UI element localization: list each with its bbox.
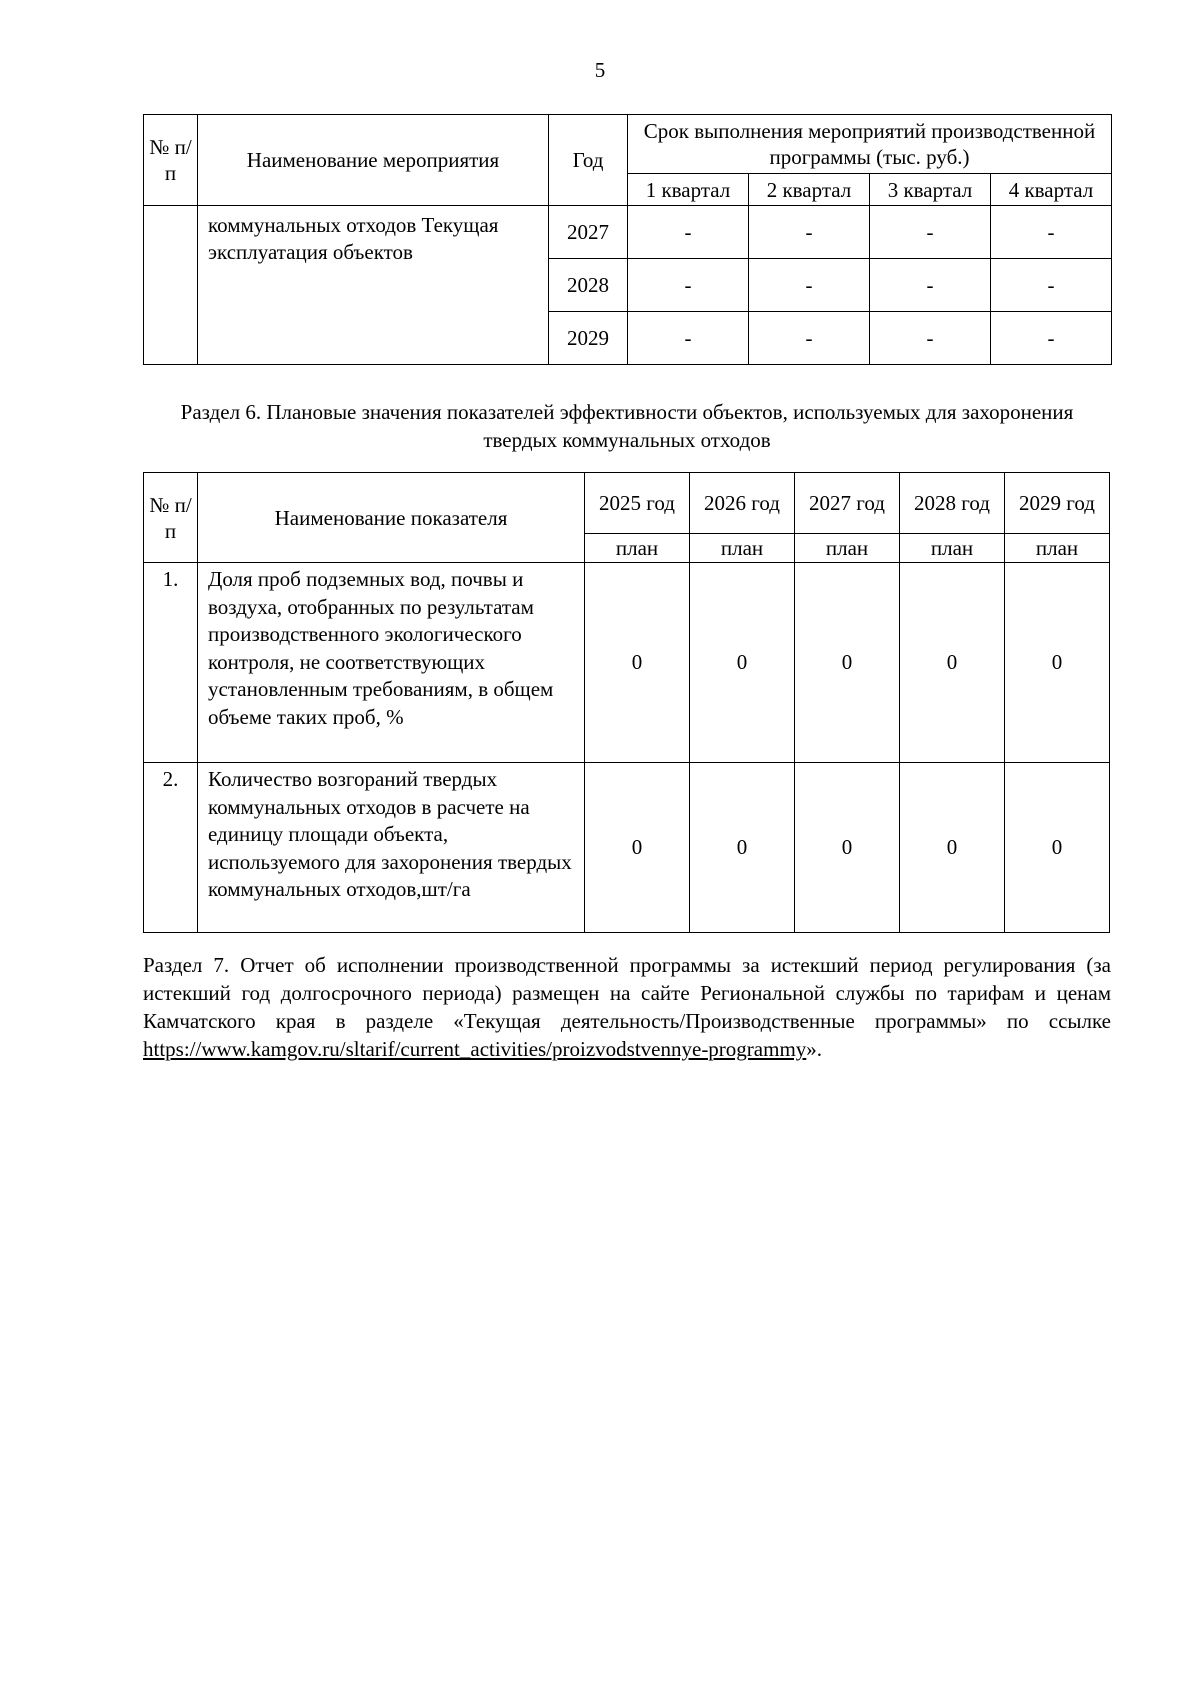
quarter-value: - (749, 206, 870, 259)
header-quarter-1: 1 квартал (628, 174, 749, 206)
quarter-value: - (991, 312, 1112, 365)
section-7-text: Раздел 7. Отчет об исполнении производственной программы за истекший период регулирования (за истекший год долгосрочного периода) размещен на сайте Региональной службы по тарифам и ценам Камчатского края в разделе «Текущая деятельность/Производственные программы» по ссылке (143, 953, 1111, 1033)
quarter-value: - (628, 312, 749, 365)
quarter-value: - (628, 259, 749, 312)
header-period: Срок выполнения мероприятий производственной программы (тыс. руб.) (628, 115, 1112, 174)
quarter-value: - (870, 206, 991, 259)
header-plan: план (900, 534, 1005, 563)
efficiency-indicators-table (143, 472, 1110, 933)
row-num: 1. (144, 563, 198, 763)
row-year: 2028 (549, 259, 628, 312)
page-number: 5 (594, 58, 606, 82)
activity-name: коммунальных отходов Текущая эксплуатация объектов (198, 206, 549, 365)
header-indicator-name: Наименование показателя (198, 473, 585, 563)
row-year: 2027 (549, 206, 628, 259)
header-quarter-2: 2 квартал (749, 174, 870, 206)
indicator-value: 0 (690, 763, 795, 933)
header-num: № п/п (144, 115, 198, 206)
indicator-value: 0 (585, 763, 690, 933)
header-quarter-3: 3 квартал (870, 174, 991, 206)
header-year-2028: 2028 год (900, 473, 1005, 534)
header-year: Год (549, 115, 628, 206)
header-plan: план (690, 534, 795, 563)
row-year: 2029 (549, 312, 628, 365)
quarter-value: - (991, 259, 1112, 312)
header-plan: план (795, 534, 900, 563)
indicator-value: 0 (585, 563, 690, 763)
section-7-suffix: ». (806, 1037, 823, 1061)
section-6-title: Раздел 6. Плановые значения показателей эффективности объектов, используемых для захоронения твердых коммунальных отходов (180, 400, 1074, 452)
row-num: 2. (144, 763, 198, 933)
header-year-2026: 2026 год (690, 473, 795, 534)
quarter-value: - (749, 312, 870, 365)
quarter-value: - (628, 206, 749, 259)
table-row (144, 563, 1110, 763)
header-num: № п/п (144, 473, 198, 563)
indicator-name: Количество возгораний твердых коммунальных отходов в расчете на единицу площади объекта, используемого для захоронения твердых коммунальных отходов,шт/га (198, 763, 585, 933)
indicator-value: 0 (900, 563, 1005, 763)
production-program-schedule-table (143, 114, 1112, 365)
section-7-paragraph (143, 951, 1111, 1063)
header-year-2029: 2029 год (1005, 473, 1110, 534)
indicator-value: 0 (1005, 563, 1110, 763)
indicator-value: 0 (1005, 763, 1110, 933)
header-plan: план (1005, 534, 1110, 563)
indicator-name: Доля проб подземных вод, почвы и воздуха, отобранных по результатам производственного экологического контроля, не соответствующих установленным требованиям, в общем объеме таких проб, % (198, 563, 585, 763)
report-link[interactable]: https://www.kamgov.ru/sltarif/current_activities/proizvodstvennye-programmy (143, 1037, 807, 1061)
quarter-value: - (749, 259, 870, 312)
header-activity-name: Наименование мероприятия (198, 115, 549, 206)
header-year-2025: 2025 год (585, 473, 690, 534)
indicator-value: 0 (795, 563, 900, 763)
row-num-cell (144, 206, 198, 365)
header-quarter-4: 4 квартал (991, 174, 1112, 206)
indicator-value: 0 (795, 763, 900, 933)
quarter-value: - (870, 259, 991, 312)
quarter-value: - (991, 206, 1112, 259)
indicator-value: 0 (900, 763, 1005, 933)
header-year-2027: 2027 год (795, 473, 900, 534)
header-plan: план (585, 534, 690, 563)
indicator-value: 0 (690, 563, 795, 763)
table-row (144, 763, 1110, 933)
quarter-value: - (870, 312, 991, 365)
table-row (144, 206, 1112, 259)
